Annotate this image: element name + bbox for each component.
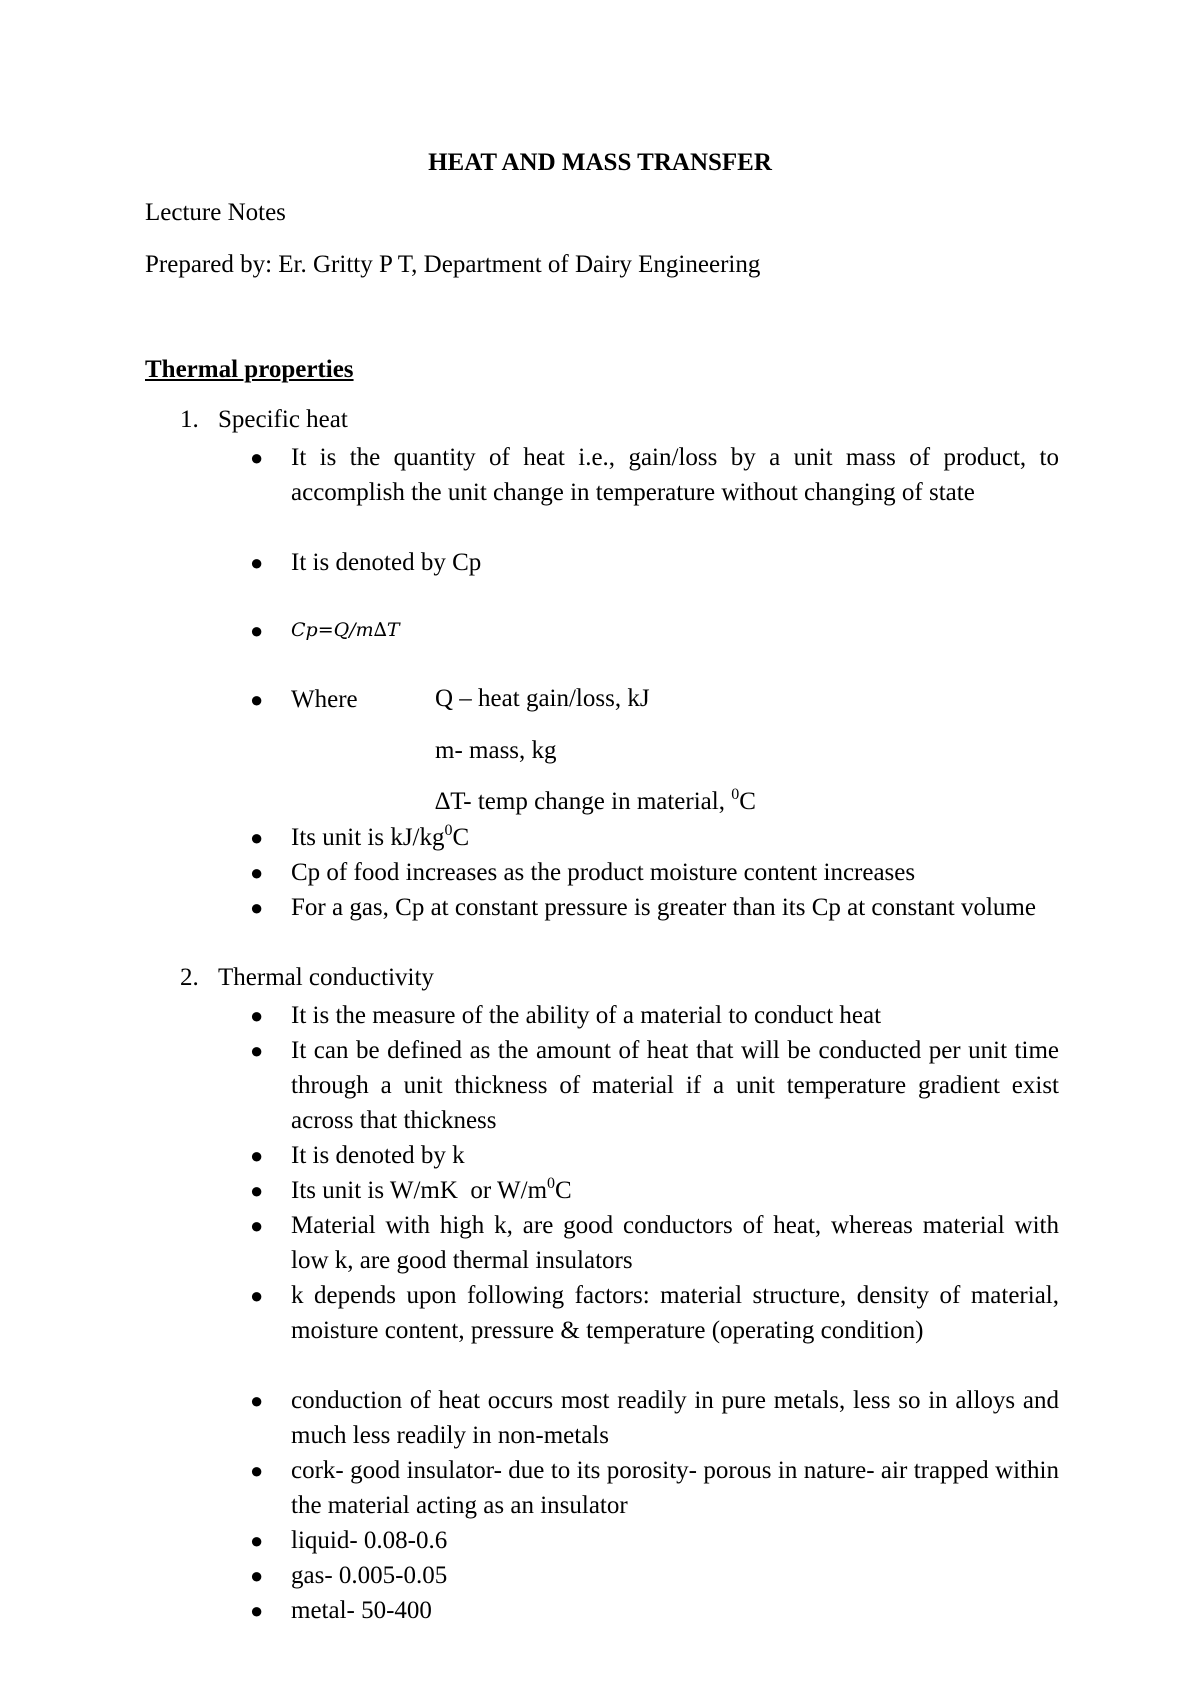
- bullet-icon: ●: [250, 1283, 264, 1308]
- author-line: Prepared by: Er. Gritty P T, Department of Dairy Engineering: [145, 251, 761, 278]
- bullet-text: gas- 0.005-0.05: [291, 1562, 448, 1589]
- bullet-item: [250, 682, 1060, 717]
- bullet-item: [250, 545, 1060, 580]
- bullet-text: Material with high k, are good conductors of heat, whereas material with low k, are good thermal insulators: [291, 1212, 1059, 1274]
- bullet-icon: ●: [250, 1038, 264, 1063]
- bullet-item: [250, 1523, 1060, 1558]
- bullet-text: For a gas, Cp at constant pressure is greater than its Cp at constant volume: [291, 894, 1036, 921]
- bullet-text: It can be defined as the amount of heat that will be conducted per unit time through a unit thickness of material if a unit temperature gradient exist across that thickness: [291, 1037, 1059, 1134]
- bullet-text: k depends upon following factors: material structure, density of material, moisture content, pressure & temperature (operating condition): [291, 1282, 1059, 1344]
- bullet-icon: ●: [250, 1388, 264, 1413]
- bullet-text: It is denoted by k: [291, 1142, 465, 1169]
- bullet-item: [250, 1558, 1060, 1593]
- bullet-item: [250, 1138, 1060, 1173]
- bullet-icon: ●: [250, 1178, 264, 1203]
- bullet-item: [250, 1278, 1060, 1348]
- bullet-text: cork- good insulator- due to its porosity- porous in nature- air trapped within the material acting as an insulator: [291, 1457, 1059, 1519]
- bullet-text: It is the quantity of heat i.e., gain/loss by a unit mass of product, to accomplish the unit change in temperature without changing of state: [291, 444, 1059, 506]
- bullet-text: liquid- 0.08-0.6: [291, 1527, 448, 1554]
- list-item-thermal-conductivity: [180, 963, 434, 993]
- bullet-icon: ●: [250, 687, 264, 712]
- list-number: 2.: [180, 964, 199, 991]
- list-item-specific-heat: [180, 405, 348, 435]
- list-heading: Thermal conductivity: [218, 964, 434, 991]
- bullet-text: Cp of food increases as the product moisture content increases: [291, 859, 916, 886]
- document-title: HEAT AND MASS TRANSFER: [428, 149, 772, 176]
- bullet-icon: ●: [250, 618, 264, 643]
- bullet-icon: ●: [250, 445, 264, 470]
- list-number: 1.: [180, 406, 199, 433]
- bullet-icon: ●: [250, 1143, 264, 1168]
- bullet-item: [250, 998, 1060, 1033]
- bullet-text: Its unit is $kJ/kg^0C$: [291, 822, 470, 851]
- bullet-item: [250, 613, 1060, 648]
- bullet-icon: ●: [250, 1598, 264, 1623]
- bullet-item: [250, 1593, 1060, 1628]
- bullet-item: [250, 1033, 1060, 1138]
- bullet-text: It is denoted by Cp: [291, 549, 482, 576]
- bullet-icon: ●: [250, 1458, 264, 1483]
- bullet-text: It is the measure of the ability of a material to conduct heat: [291, 1002, 882, 1029]
- bullet-text: conduction of heat occurs most readily in pure metals, less so in alloys and much less readily in non-metals: [291, 1387, 1059, 1449]
- bullet-item: [250, 440, 1060, 510]
- bullet-icon: ●: [250, 895, 264, 920]
- bullet-item: [250, 890, 1060, 925]
- bullet-item: [250, 1453, 1060, 1523]
- document-subtitle: Lecture Notes: [145, 199, 286, 226]
- bullet-text: metal- 50-400: [291, 1597, 432, 1624]
- bullet-icon: ●: [250, 825, 264, 850]
- bullet-item: [250, 1173, 1060, 1208]
- bullet-text: Where: [291, 686, 358, 713]
- bullet-item: [250, 1208, 1060, 1278]
- bullet-icon: ●: [250, 1003, 264, 1028]
- bullet-item: [250, 820, 1060, 855]
- where-definition: ∆T- temp change in material, $^0$C: [435, 786, 756, 815]
- bullet-text: Its unit is W/mK or $W/m^0C$: [291, 1175, 572, 1204]
- bullet-icon: ●: [250, 550, 264, 575]
- bullet-icon: ●: [250, 1213, 264, 1238]
- bullet-icon: ●: [250, 1528, 264, 1553]
- where-definition: Q – heat gain/loss, kJ: [435, 685, 650, 712]
- where-definition: m- mass, kg: [435, 737, 557, 764]
- bullet-icon: ●: [250, 1563, 264, 1588]
- bullet-item: [250, 1383, 1060, 1453]
- section-heading: Thermal properties: [145, 356, 354, 383]
- bullet-icon: ●: [250, 860, 264, 885]
- equation: Cp=Q/m∆T: [291, 619, 400, 641]
- list-heading: Specific heat: [218, 406, 348, 433]
- bullet-item: [250, 855, 1060, 890]
